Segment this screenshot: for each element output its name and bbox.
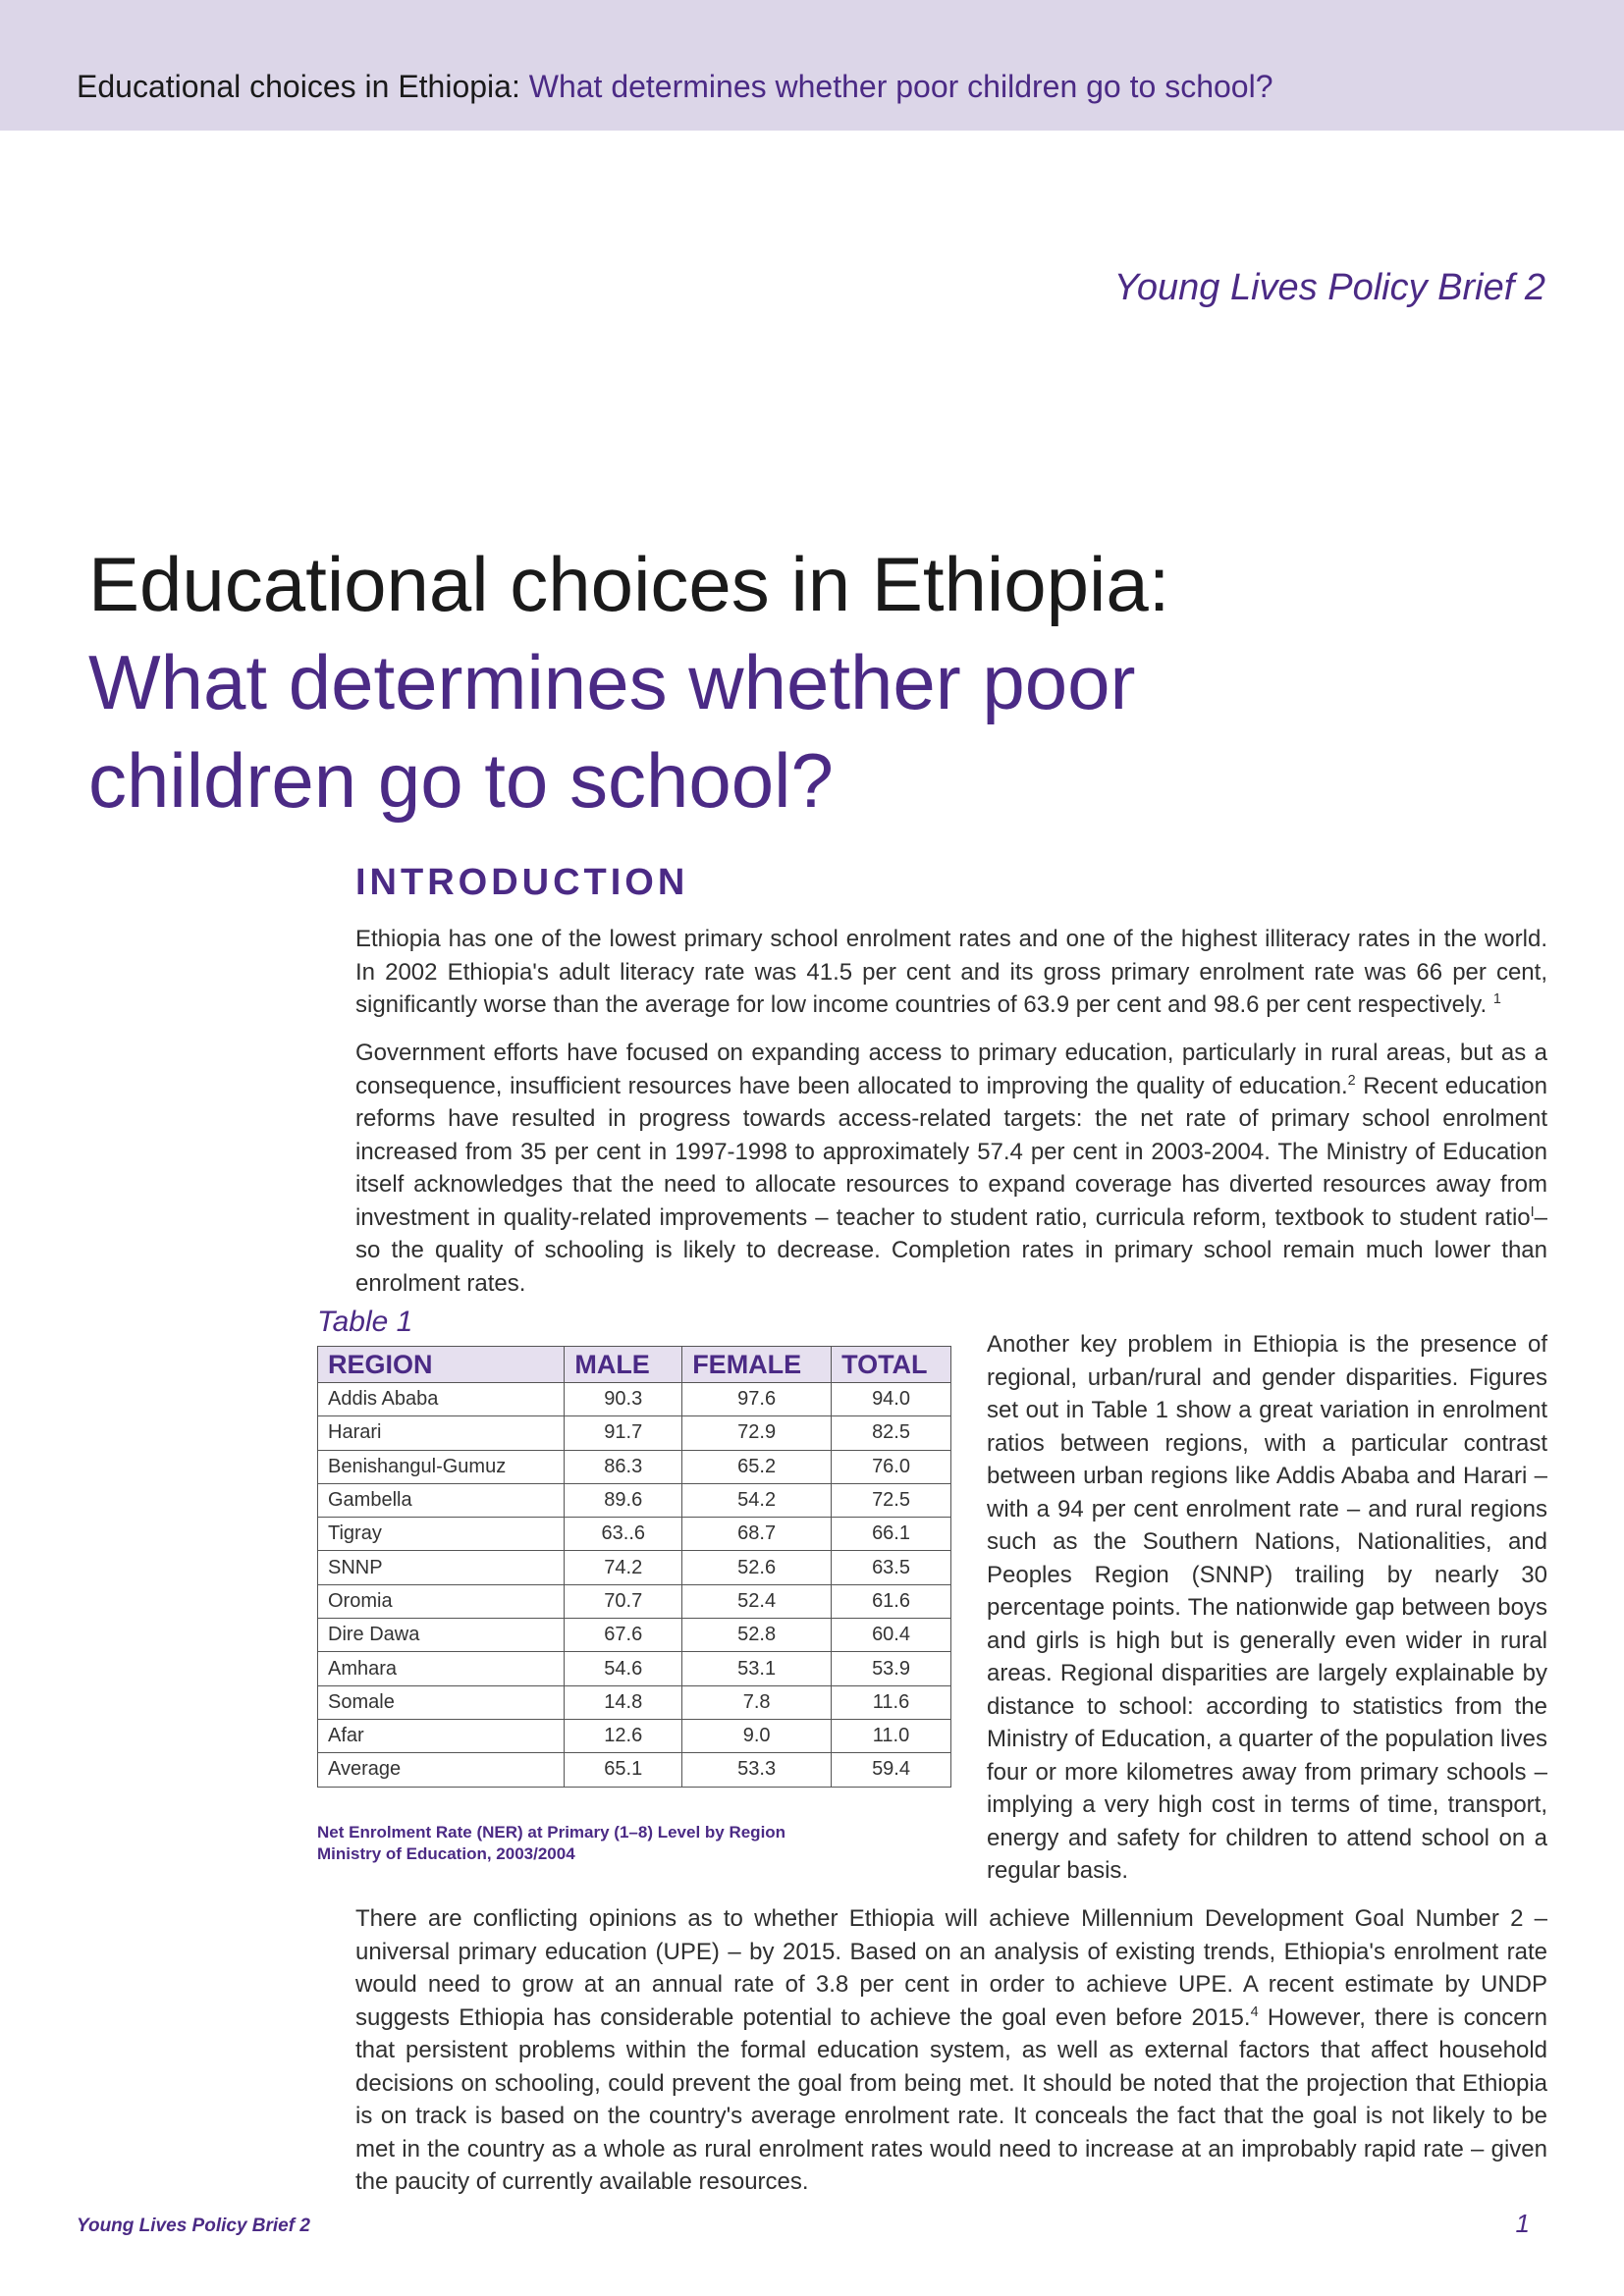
col-header-total: TOTAL [832,1347,951,1383]
cell-female: 53.1 [682,1652,832,1685]
cell-male: 67.6 [565,1619,682,1652]
cell-total: 60.4 [832,1619,951,1652]
cell-female: 52.4 [682,1584,832,1618]
cell-male: 74.2 [565,1551,682,1584]
running-header [77,69,1272,105]
footnote-ref: 4 [1250,2003,1259,2020]
cell-female: 9.0 [682,1719,832,1752]
cell-female: 7.8 [682,1685,832,1719]
paragraph-text: Ethiopia has one of the lowest primary school enrolment rates and one of the highest illiteracy rates in the world. In 2002 Ethiopia's adult literacy rate was 41.5 per cent and its gross primary enrolment rate was 66 per cent, significantly worse than the average for low income countries of 63.9 per cent and 98.6 per cent respectively. [355,926,1547,1018]
cell-female: 65.2 [682,1450,832,1483]
brief-label: Young Lives Policy Brief 2 [1113,267,1545,308]
table-row [318,1551,951,1584]
paragraph-text: Another key problem in Ethiopia is the presence of regional, urban/rural and gender disparities. Figures set out in Table 1 show a great variation in enrolment ratios between regions, with a particular contrast between urban regions like Addis Ababa and Harari – with a 94 per cent enrolment rate – and rural regions such as the Southern Nations, Nationalities, and Peoples Region (SNNP) trailing by nearly 30 percentage points. The nationwide gap between boys and girls is high but is generally even wider in rural areas. Regional disparities are largely explainable by distance to school: according to statistics from the Ministry of Education, a quarter of the population lives four or more kilometres away from primary schools – implying a very high cost in terms of time, transport, energy and safety for children to attend school on a regular basis. [987,1331,1547,1884]
page-title [88,535,1169,829]
table-source-line-1: Net Enrolment Rate (NER) at Primary (1–8) Level by Region [317,1823,786,1842]
cell-region: Amhara [318,1652,565,1685]
cell-total: 59.4 [832,1753,951,1787]
cell-female: 54.2 [682,1483,832,1517]
title-line-1: Educational choices in Ethiopia: [88,541,1170,627]
cell-total: 63.5 [832,1551,951,1584]
running-header-main: Educational choices in Ethiopia: [77,69,520,104]
cell-total: 11.6 [832,1685,951,1719]
cell-female: 52.6 [682,1551,832,1584]
paragraph-text: There are conflicting opinions as to whether Ethiopia will achieve Millennium Development Goal Number 2 – universal primary education (UPE) – by 2015. Based on an analysis of existing trends, Ethiopia's enrolment rate would need to grow at an annual rate of 3.8 per cent in order to achieve UPE. A recent estimate by UNDP suggests Ethiopia has considerable potential to achieve the goal even before 2015. [355,1905,1547,2031]
title-line-3: children go to school? [88,737,834,824]
cell-region: Somale [318,1685,565,1719]
cell-region: Oromia [318,1584,565,1618]
running-header-sub: What determines whether poor children go to school? [528,69,1273,104]
table-row [318,1383,951,1416]
cell-male: 90.3 [565,1383,682,1416]
cell-region: Gambella [318,1483,565,1517]
table-caption: Table 1 [317,1306,413,1338]
table-row [318,1719,951,1752]
paragraph-intro-2 [355,1037,1547,1300]
cell-male: 54.6 [565,1652,682,1685]
paragraph-text: Government efforts have focused on expanding access to primary education, particularly in rural areas, but as a consequence, insufficient resources have been allocated to improving the quality of education. [355,1040,1547,1099]
cell-region: SNNP [318,1551,565,1584]
cell-total: 72.5 [832,1483,951,1517]
cell-total: 61.6 [832,1584,951,1618]
cell-total: 53.9 [832,1652,951,1685]
cell-total: 76.0 [832,1450,951,1483]
table-row [318,1619,951,1652]
enrolment-table [317,1346,951,1788]
table-source [317,1822,785,1865]
cell-male: 70.7 [565,1584,682,1618]
cell-region: Harari [318,1416,565,1450]
table-row [318,1652,951,1685]
cell-female: 72.9 [682,1416,832,1450]
cell-female: 52.8 [682,1619,832,1652]
table-row [318,1416,951,1450]
cell-region: Tigray [318,1518,565,1551]
cell-total: 11.0 [832,1719,951,1752]
table-row [318,1685,951,1719]
cell-male: 91.7 [565,1416,682,1450]
col-header-region: REGION [318,1347,565,1383]
title-line-2: What determines whether poor [88,639,1136,725]
section-heading: INTRODUCTION [355,862,689,903]
paragraph-disparities [987,1328,1547,1888]
table-row [318,1753,951,1787]
table-row [318,1584,951,1618]
header-band [0,0,1624,131]
cell-male: 86.3 [565,1450,682,1483]
footnote-ref: 1 [1492,991,1501,1007]
cell-total: 94.0 [832,1383,951,1416]
cell-region: Benishangul-Gumuz [318,1450,565,1483]
cell-female: 97.6 [682,1383,832,1416]
cell-male: 63..6 [565,1518,682,1551]
col-header-female: FEMALE [682,1347,832,1383]
table-header-row [318,1347,951,1383]
cell-male: 12.6 [565,1719,682,1752]
cell-total: 82.5 [832,1416,951,1450]
cell-male: 65.1 [565,1753,682,1787]
paragraph-text: However, there is concern that persistent problems within the formal education system, as well as external factors that affect household decisions on schooling, could prevent the goal from being met. It should be noted that the projection that Ethiopia is on track is based on the country's average enrolment rate. It conceals the fact that the goal is not likely to be met in the country as a whole as rural enrolment rates would need to increase at an improbably rapid rate – given the paucity of currently available resources. [355,2003,1547,2195]
cell-region: Addis Ababa [318,1383,565,1416]
paragraph-mdg [355,1902,1547,2199]
table-row [318,1450,951,1483]
col-header-male: MALE [565,1347,682,1383]
page-number: 1 [1515,2209,1530,2238]
table-row [318,1518,951,1551]
cell-region: Dire Dawa [318,1619,565,1652]
cell-total: 66.1 [832,1518,951,1551]
cell-region: Afar [318,1719,565,1752]
paragraph-intro-1 [355,923,1547,1022]
cell-male: 14.8 [565,1685,682,1719]
paragraph-text: – so the quality of schooling is likely to decrease. Completion rates in primary school remain much lower than enrolment rates. [355,1203,1547,1297]
cell-region: Average [318,1753,565,1787]
table-source-line-2: Ministry of Education, 2003/2004 [317,1844,575,1863]
footnote-ref: 2 [1347,1072,1356,1089]
cell-female: 68.7 [682,1518,832,1551]
cell-female: 53.3 [682,1753,832,1787]
table-row [318,1483,951,1517]
paragraph-text: Recent education reforms have resulted in progress towards access-related targets: the net rate of primary school enrolment increased from 35 per cent in 1997-1998 to approximately 57.4 per cent in 2003-2004. The Ministry of Education itself acknowledges that the need to allocate resources to expand coverage has diverted resources away from investment in quality-related improvements – teacher to student ratio, curricula reform, textbook to student ratio [355,1072,1547,1231]
footnote-ref: I [1530,1203,1535,1220]
cell-male: 89.6 [565,1483,682,1517]
footer-brief-label: Young Lives Policy Brief 2 [77,2216,310,2236]
